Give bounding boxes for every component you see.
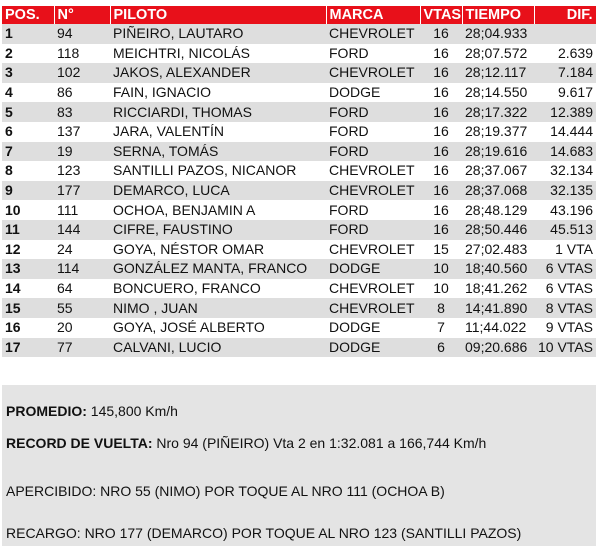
cell-tiempo: 28;14.550 (462, 83, 534, 103)
cell-piloto: PIÑEIRO, LAUTARO (110, 24, 326, 44)
cell-tiempo: 09;20.686 (462, 338, 534, 358)
cell-pos: 15 (2, 298, 54, 318)
record-line (6, 435, 486, 451)
table-row (2, 279, 596, 299)
cell-tiempo: 28;50.446 (462, 220, 534, 240)
cell-piloto: GONZÁLEZ MANTA, FRANCO (110, 259, 326, 279)
table-row (2, 102, 596, 122)
cell-tiempo: 28;19.616 (462, 142, 534, 162)
cell-marca: CHEVROLET (326, 161, 420, 181)
table-row (2, 161, 596, 181)
table-row (2, 338, 596, 358)
cell-piloto: OCHOA, BENJAMIN A (110, 200, 326, 220)
cell-num: 83 (54, 102, 110, 122)
promedio-line (6, 403, 178, 419)
cell-pos: 6 (2, 122, 54, 142)
cell-dif: 7.184 (534, 63, 596, 83)
cell-dif: 9 VTAS (534, 318, 596, 338)
table-row (2, 44, 596, 64)
cell-marca: DODGE (326, 83, 420, 103)
cell-pos: 11 (2, 220, 54, 240)
cell-vtas: 16 (420, 122, 462, 142)
cell-marca: FORD (326, 200, 420, 220)
cell-num: 86 (54, 83, 110, 103)
cell-num: 19 (54, 142, 110, 162)
race-info-panel (2, 385, 596, 546)
promedio-value: 145,800 Km/h (86, 403, 178, 419)
cell-tiempo: 28;37.067 (462, 161, 534, 181)
cell-dif: 6 VTAS (534, 279, 596, 299)
cell-num: 64 (54, 279, 110, 299)
apercibido-line: APERCIBIDO: NRO 55 (NIMO) POR TOQUE AL NRO 111 (OCHOA B) (6, 483, 445, 499)
cell-dif: 10 VTAS (534, 338, 596, 358)
cell-piloto: MEICHTRI, NICOLÁS (110, 44, 326, 64)
cell-num: 144 (54, 220, 110, 240)
cell-num: 177 (54, 181, 110, 201)
cell-dif: 12.389 (534, 102, 596, 122)
cell-piloto: DEMARCO, LUCA (110, 181, 326, 201)
table-row (2, 298, 596, 318)
cell-tiempo: 28;17.322 (462, 102, 534, 122)
table-row (2, 181, 596, 201)
cell-num: 94 (54, 24, 110, 44)
cell-dif: 8 VTAS (534, 298, 596, 318)
cell-dif: 1 VTA (534, 240, 596, 260)
results-table (2, 6, 597, 357)
cell-tiempo: 28;19.377 (462, 122, 534, 142)
recargo-line: RECARGO: NRO 177 (DEMARCO) POR TOQUE AL NRO 123 (SANTILLI PAZOS) (6, 525, 522, 541)
table-row (2, 63, 596, 83)
cell-marca: CHEVROLET (326, 63, 420, 83)
cell-marca: DODGE (326, 338, 420, 358)
table-row (2, 318, 596, 338)
cell-marca: CHEVROLET (326, 298, 420, 318)
cell-marca: CHEVROLET (326, 240, 420, 260)
cell-tiempo: 28;12.117 (462, 63, 534, 83)
header-marca: MARCA (326, 6, 420, 24)
cell-piloto: JARA, VALENTÍN (110, 122, 326, 142)
cell-pos: 17 (2, 338, 54, 358)
cell-marca: CHEVROLET (326, 279, 420, 299)
cell-pos: 16 (2, 318, 54, 338)
cell-marca: DODGE (326, 259, 420, 279)
table-row (2, 259, 596, 279)
cell-pos: 5 (2, 102, 54, 122)
cell-piloto: CALVANI, LUCIO (110, 338, 326, 358)
table-row (2, 24, 596, 44)
cell-num: 55 (54, 298, 110, 318)
cell-marca: FORD (326, 44, 420, 64)
cell-num: 77 (54, 338, 110, 358)
table-row (2, 200, 596, 220)
cell-dif: 14.444 (534, 122, 596, 142)
cell-marca: CHEVROLET (326, 24, 420, 44)
cell-pos: 14 (2, 279, 54, 299)
cell-num: 137 (54, 122, 110, 142)
cell-vtas: 16 (420, 161, 462, 181)
cell-tiempo: 28;04.933 (462, 24, 534, 44)
cell-marca: FORD (326, 142, 420, 162)
cell-vtas: 10 (420, 279, 462, 299)
header-row (2, 6, 596, 24)
cell-vtas: 16 (420, 83, 462, 103)
table-row (2, 240, 596, 260)
cell-dif: 9.617 (534, 83, 596, 103)
cell-piloto: GOYA, JOSÉ ALBERTO (110, 318, 326, 338)
cell-dif: 43.196 (534, 200, 596, 220)
table-row (2, 142, 596, 162)
record-value: Nro 94 (PIÑEIRO) Vta 2 en 1:32.081 a 166,744 Km/h (152, 435, 487, 451)
promedio-label: PROMEDIO: (6, 403, 87, 419)
cell-tiempo: 14;41.890 (462, 298, 534, 318)
cell-piloto: SERNA, TOMÁS (110, 142, 326, 162)
cell-tiempo: 27;02.483 (462, 240, 534, 260)
cell-piloto: FAIN, IGNACIO (110, 83, 326, 103)
cell-vtas: 15 (420, 240, 462, 260)
cell-dif: 2.639 (534, 44, 596, 64)
header-piloto: PILOTO (110, 6, 326, 24)
cell-vtas: 16 (420, 200, 462, 220)
cell-pos: 13 (2, 259, 54, 279)
cell-vtas: 6 (420, 338, 462, 358)
cell-piloto: CIFRE, FAUSTINO (110, 220, 326, 240)
cell-num: 123 (54, 161, 110, 181)
cell-tiempo: 11;44.022 (462, 318, 534, 338)
cell-tiempo: 28;37.068 (462, 181, 534, 201)
cell-marca: FORD (326, 220, 420, 240)
cell-pos: 4 (2, 83, 54, 103)
cell-pos: 8 (2, 161, 54, 181)
cell-dif: 45.513 (534, 220, 596, 240)
cell-pos: 10 (2, 200, 54, 220)
cell-marca: FORD (326, 122, 420, 142)
cell-dif: 32.134 (534, 161, 596, 181)
cell-vtas: 16 (420, 142, 462, 162)
header-tiempo: TIEMPO (462, 6, 534, 24)
cell-vtas: 16 (420, 181, 462, 201)
cell-pos: 1 (2, 24, 54, 44)
header-pos: POS. (2, 6, 54, 24)
cell-num: 102 (54, 63, 110, 83)
cell-piloto: RICCIARDI, THOMAS (110, 102, 326, 122)
header-num: N° (54, 6, 110, 24)
cell-pos: 12 (2, 240, 54, 260)
header-dif: DIF. (534, 6, 596, 24)
cell-vtas: 16 (420, 63, 462, 83)
cell-piloto: GOYA, NÉSTOR OMAR (110, 240, 326, 260)
cell-dif (534, 24, 596, 44)
cell-vtas: 16 (420, 24, 462, 44)
cell-dif: 6 VTAS (534, 259, 596, 279)
cell-piloto: SANTILLI PAZOS, NICANOR (110, 161, 326, 181)
cell-vtas: 16 (420, 102, 462, 122)
cell-num: 118 (54, 44, 110, 64)
cell-marca: CHEVROLET (326, 181, 420, 201)
cell-num: 24 (54, 240, 110, 260)
cell-pos: 7 (2, 142, 54, 162)
cell-piloto: JAKOS, ALEXANDER (110, 63, 326, 83)
cell-vtas: 7 (420, 318, 462, 338)
cell-tiempo: 28;07.572 (462, 44, 534, 64)
cell-piloto: NIMO , JUAN (110, 298, 326, 318)
cell-num: 20 (54, 318, 110, 338)
cell-tiempo: 18;41.262 (462, 279, 534, 299)
cell-num: 111 (54, 200, 110, 220)
cell-pos: 9 (2, 181, 54, 201)
cell-vtas: 10 (420, 259, 462, 279)
cell-vtas: 8 (420, 298, 462, 318)
cell-marca: DODGE (326, 318, 420, 338)
cell-tiempo: 28;48.129 (462, 200, 534, 220)
record-label: RECORD DE VUELTA: (6, 435, 153, 451)
table-row (2, 220, 596, 240)
cell-piloto: BONCUERO, FRANCO (110, 279, 326, 299)
cell-dif: 14.683 (534, 142, 596, 162)
cell-pos: 2 (2, 44, 54, 64)
cell-tiempo: 18;40.560 (462, 259, 534, 279)
cell-vtas: 16 (420, 220, 462, 240)
cell-num: 114 (54, 259, 110, 279)
header-vtas: VTAS (420, 6, 462, 24)
table-row (2, 83, 596, 103)
cell-pos: 3 (2, 63, 54, 83)
table-row (2, 122, 596, 142)
cell-dif: 32.135 (534, 181, 596, 201)
cell-vtas: 16 (420, 44, 462, 64)
cell-marca: FORD (326, 102, 420, 122)
